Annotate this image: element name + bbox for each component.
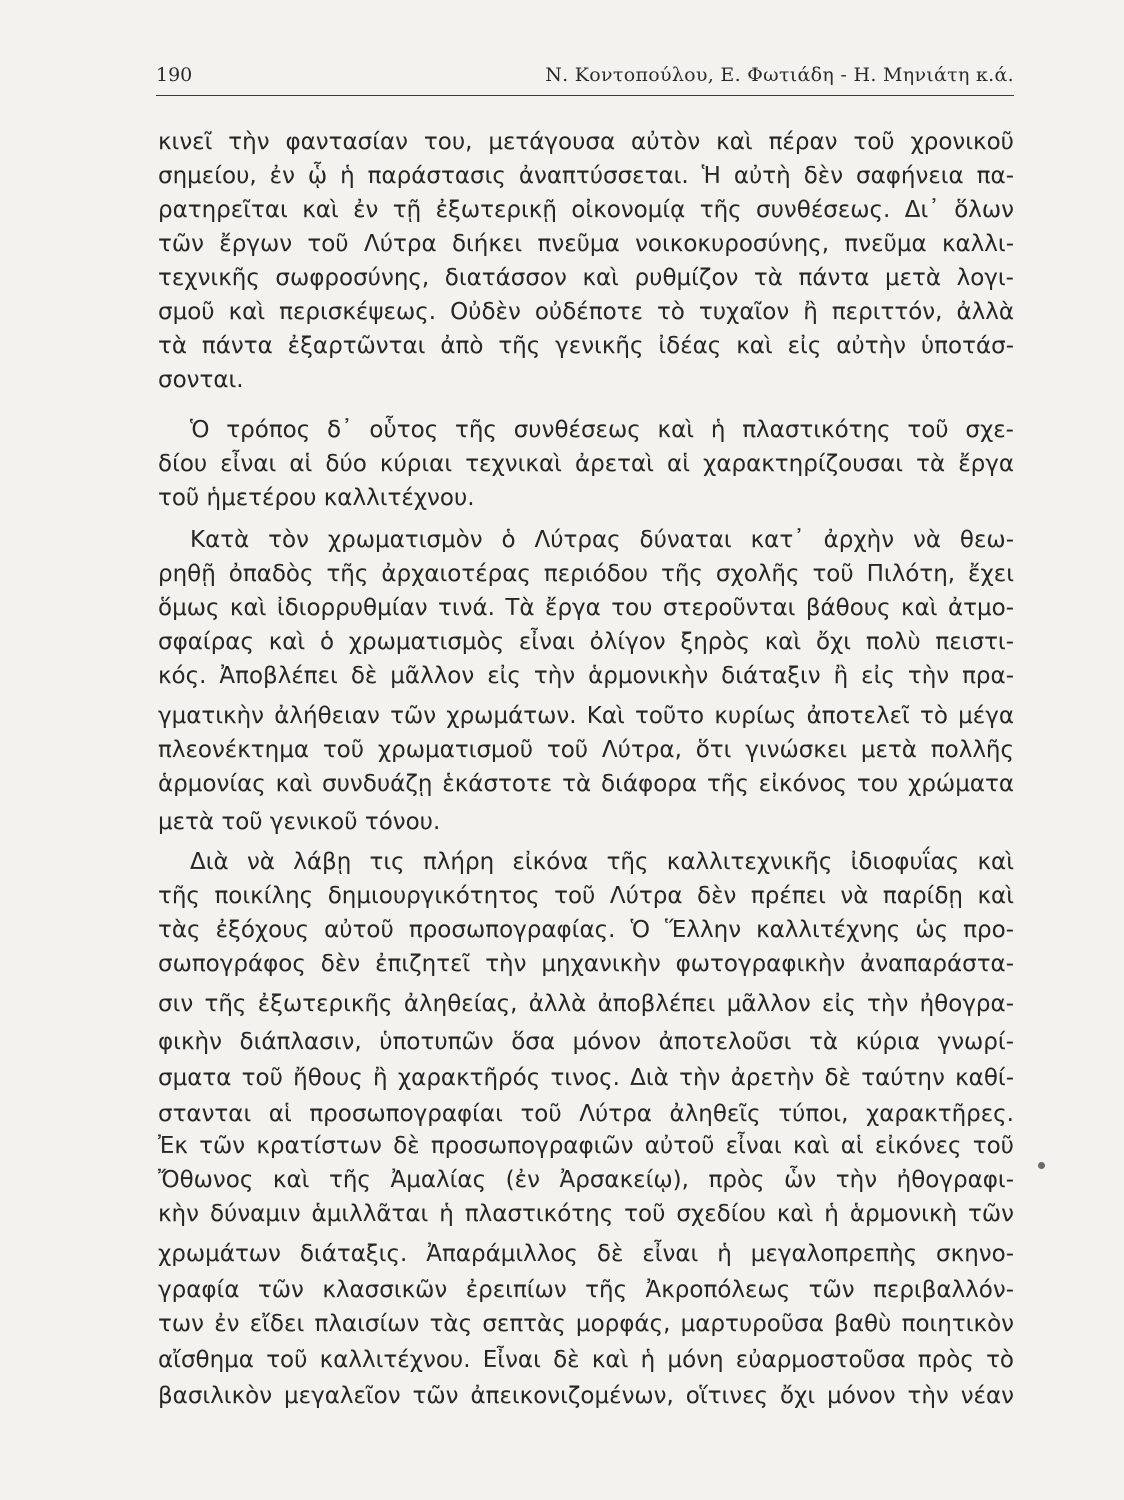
- text-line: τὰ πάντα ἐξαρτῶνται ἀπὸ τῆς γενικῆς ἰδέας καὶ εἰς αὐτὴν ὑποτάσ-: [158, 333, 1014, 359]
- text-line: γραφία τῶν κλασσικῶν ἐρειπίων τῆς Ἀκροπόλεως τῶν περιβαλλόν-: [158, 1277, 1014, 1303]
- running-head: Ν. Κοντοπούλου, Ε. Φωτιάδη - Η. Μηνιάτη κ.ά.: [545, 64, 1014, 86]
- text-line: ρατηρεῖται καὶ ἐν τῇ ἐξωτερικῇ οἰκονομίᾳ τῆς συνθέσεως. Δι᾿ ὅλων: [158, 197, 1014, 223]
- header-rule: [156, 95, 1014, 96]
- text-line: χρωμάτων διάταξις. Ἀπαράμιλλος δὲ εἶναι ἡ μεγαλοπρεπὴς σκηνο-: [158, 1241, 1014, 1267]
- text-line: ὅμως καὶ ἰδιορρυθμίαν τινά. Τὰ ἔργα του στεροῦνται βάθους καὶ ἀτμο-: [158, 595, 1014, 621]
- text-line: των ἐν εἴδει πλαισίων τὰς σεπτὰς μορφάς, μαρτυροῦσα βαθὺ ποιητικὸν: [158, 1311, 1014, 1337]
- text-line: σμοῦ καὶ περισκέψεως. Οὐδὲν οὐδέποτε τὸ τυχαῖον ἢ περιττόν, ἀλλὰ: [158, 299, 1014, 325]
- text-line: στανται αἱ προσωπογραφίαι τοῦ Λύτρα ἀληθεῖς τύποι, χαρακτῆρες.: [158, 1101, 1014, 1127]
- page-header: [156, 60, 1014, 94]
- text-line: τεχνικῆς σωφροσύνης, διατάσσον καὶ ρυθμίζον τὰ πάντα μετὰ λογι-: [158, 265, 1014, 291]
- text-line: κὴν δύναμιν ἁμιλλᾶται ἡ πλαστικότης τοῦ σχεδίου καὶ ἡ ἁρμονικὴ τῶν: [158, 1201, 1014, 1227]
- text-line: αἴσθημα τοῦ καλλιτέχνου. Εἶναι δὲ καὶ ἡ μόνη εὐαρμοστοῦσα πρὸς τὸ: [158, 1347, 1014, 1373]
- text-line: τῶν ἔργων τοῦ Λύτρα διήκει πνεῦμα νοικοκυροσύνης, πνεῦμα καλλι-: [158, 231, 1014, 257]
- text-line: σματα τοῦ ἤθους ἢ χαρακτῆρός τινος. Διὰ τὴν ἀρετὴν δὲ ταύτην καθί-: [158, 1065, 1014, 1091]
- text-line: ἁρμονίας καὶ συνδυάζῃ ἑκάστοτε τὰ διάφορα τῆς εἰκόνος του χρώματα: [158, 771, 1014, 797]
- text-line: μετὰ τοῦ γενικοῦ τόνου.: [158, 809, 441, 835]
- text-line: γματικὴν ἀλήθειαν τῶν χρωμάτων. Καὶ τοῦτο κυρίως ἀποτελεῖ τὸ μέγα: [158, 703, 1014, 729]
- text-line: τοῦ ἡμετέρου καλλιτέχνου.: [158, 485, 475, 511]
- text-line: Ἐκ τῶν κρατίστων δὲ προσωπογραφιῶν αὐτοῦ εἶναι καὶ αἱ εἰκόνες τοῦ: [158, 1133, 1014, 1159]
- text-line: δίου εἶναι αἱ δύο κύριαι τεχνικαὶ ἀρεταὶ αἱ χαρακτηρίζουσαι τὰ ἔργα: [158, 451, 1014, 477]
- text-line: φικὴν διάπλασιν, ὑποτυπῶν ὅσα μόνον ἀποτελοῦσι τὰ κύρια γνωρί-: [158, 1029, 1014, 1055]
- text-line: Κατὰ τὸν χρωματισμὸν ὁ Λύτρας δύναται κατ᾿ ἀρχὴν νὰ θεω-: [190, 527, 1014, 553]
- text-line: πλεονέκτημα τοῦ χρωματισμοῦ τοῦ Λύτρα, ὅτι γινώσκει μετὰ πολλῆς: [158, 737, 1014, 763]
- text-line: σημείου, ἐν ᾧ ἡ παράστασις ἀναπτύσσεται. Ἡ αὐτὴ δὲν σαφήνεια πα-: [158, 163, 1014, 189]
- text-line: σωπογράφος δὲν ἐπιζητεῖ τὴν μηχανικὴν φωτογραφικὴν ἀναπαράστα-: [158, 951, 1014, 977]
- text-line: σιν τῆς ἐξωτερικῆς ἀληθείας, ἀλλὰ ἀποβλέπει μᾶλλον εἰς τὴν ἠθογρα-: [158, 991, 1014, 1017]
- text-line: κός. Ἀποβλέπει δὲ μᾶλλον εἰς τὴν ἁρμονικὴν διάταξιν ἢ εἰς τὴν πρα-: [158, 663, 1014, 689]
- text-line: σφαίρας καὶ ὁ χρωματισμὸς εἶναι ὀλίγον ξηρὸς καὶ ὄχι πολὺ πειστι-: [158, 629, 1014, 655]
- scan-speck: [1038, 1162, 1045, 1169]
- text-line: ρηθῇ ὀπαδὸς τῆς ἀρχαιοτέρας περιόδου τῆς σχολῆς τοῦ Πιλότη, ἔχει: [158, 561, 1014, 587]
- text-line: τῆς ποικίλης δημιουργικότητος τοῦ Λύτρα δὲν πρέπει νὰ παρίδῃ καὶ: [158, 883, 1014, 909]
- text-line: Ὁ τρόπος δ᾿ οὗτος τῆς συνθέσεως καὶ ἡ πλαστικότης τοῦ σχε-: [190, 417, 1014, 443]
- text-line: κινεῖ τὴν φαντασίαν του, μετάγουσα αὐτὸν καὶ πέραν τοῦ χρονικοῦ: [158, 129, 1014, 155]
- text-line: βασιλικὸν μεγαλεῖον τῶν ἀπεικονιζομένων, οἵτινες ὄχι μόνον τὴν νέαν: [158, 1383, 1014, 1409]
- text-line: τὰς ἐξόχους αὐτοῦ προσωπογραφίας. Ὁ Ἕλλην καλλιτέχνης ὡς προ-: [158, 917, 1014, 943]
- text-line: Ὄθωνος καὶ τῆς Ἀμαλίας (ἐν Ἀρσακείῳ), πρὸς ὧν τὴν ἠθογραφι-: [158, 1167, 1014, 1193]
- page-number: 190: [156, 64, 193, 86]
- text-line: σονται.: [158, 367, 244, 393]
- text-line: Διὰ νὰ λάβῃ τις πλήρη εἰκόνα τῆς καλλιτεχνικῆς ἰδιοφυΐας καὶ: [190, 849, 1014, 875]
